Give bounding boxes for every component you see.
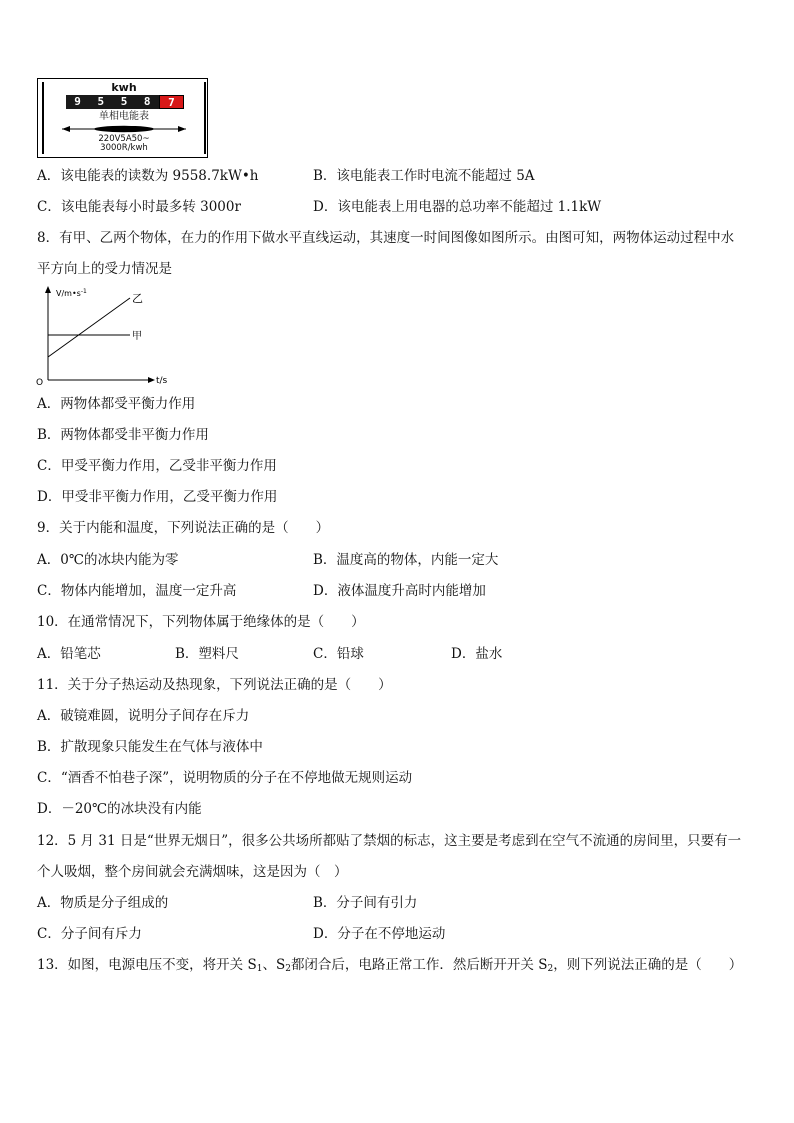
q13-sub2: 2 xyxy=(285,964,291,974)
q11-stem: 11．关于分子热运动及热现象，下列说法正确的是（ ） xyxy=(37,677,392,693)
q7-option-b: B．该电能表工作时电流不能超过 5A xyxy=(313,168,535,184)
q13-stem-part1: 13．如图，电源电压不变，将开关 S xyxy=(37,957,257,973)
q13-stem-part2: 、S xyxy=(262,957,286,973)
meter-rating xyxy=(44,135,204,153)
q9-stem: 9．关于内能和温度，下列说法正确的是（ ） xyxy=(37,520,330,536)
meter-name: 单相电能表 xyxy=(99,111,149,122)
meter-rating-line1: 220V5A50~ xyxy=(98,134,150,144)
q10-stem: 10．在通常情况下，下列物体属于绝缘体的是（ ） xyxy=(37,614,365,630)
q8-option-a: A．两物体都受平衡力作用 xyxy=(37,396,196,412)
q8-option-c: C．甲受平衡力作用，乙受非平衡力作用 xyxy=(37,458,277,474)
meter-digits xyxy=(66,95,184,109)
q10-option-c: C．铅球 xyxy=(313,646,364,662)
meter-digit: 5 xyxy=(112,95,135,109)
meter-disc-icon xyxy=(62,124,186,134)
q8-option-d: D．甲受非平衡力作用，乙受平衡力作用 xyxy=(37,489,278,505)
graph-xlabel: t/s xyxy=(156,376,168,386)
q12-option-c: C．分子间有斥力 xyxy=(37,926,142,942)
meter-decimal-digit: 7 xyxy=(159,95,184,109)
q9-option-a: A．0℃的冰块内能为零 xyxy=(37,552,179,568)
q9-option-b: B．温度高的物体，内能一定大 xyxy=(313,552,499,568)
meter-digit: 8 xyxy=(136,95,159,109)
q9-option-c: C．物体内能增加，温度一定升高 xyxy=(37,583,237,599)
meter-face xyxy=(42,82,206,154)
q11-option-d: D．－20℃的冰块没有内能 xyxy=(37,801,202,817)
q7-option-c: C．该电能表每小时最多转 3000r xyxy=(37,199,241,215)
q8-velocity-time-graph xyxy=(34,285,174,387)
q10-option-a: A．铅笔芯 xyxy=(37,646,101,662)
q13-stem xyxy=(37,956,742,978)
x-axis-arrow-icon xyxy=(148,377,155,383)
graph-label-yi: 乙 xyxy=(132,292,143,305)
q10-option-b: B．塑料尺 xyxy=(175,646,239,662)
q13-sub3: 2 xyxy=(547,964,554,974)
graph-ylabel: $V/m•s^{-1}$ xyxy=(56,288,87,298)
graph-origin: O xyxy=(36,378,44,387)
graph-label-jia: 甲 xyxy=(132,331,142,342)
q11-option-a: A．破镜难圆，说明分子间存在斥力 xyxy=(37,708,250,724)
q8-stem-line2: 平方向上的受力情况是 xyxy=(37,261,172,277)
q12-option-b: B．分子间有引力 xyxy=(313,895,418,911)
q13-stem-part3: 都闭合后，电路正常工作．然后断开开关 S xyxy=(290,957,548,973)
q13-sub1: 1 xyxy=(256,964,263,974)
q12-stem-line2: 个人吸烟，整个房间就会充满烟味，这是因为（ ） xyxy=(37,864,348,880)
q13-stem-part4: ，则下列说法正确的是（ ） xyxy=(553,957,743,973)
meter-digit: 9 xyxy=(66,95,89,109)
q12-option-a: A．物质是分子组成的 xyxy=(37,895,169,911)
q11-option-b: B．扩散现象只能发生在气体与液体中 xyxy=(37,739,263,755)
q7-option-a: A．该电能表的读数为 9558.7kW•h xyxy=(37,168,259,184)
q8-stem-line1: 8．有甲、乙两个物体，在力的作用下做水平直线运动，其速度一时间图像如图所示。由图可知，两物体运动过程中水 xyxy=(37,230,735,246)
meter-unit: kwh xyxy=(111,81,137,94)
meter-digit: 5 xyxy=(89,95,112,109)
q9-option-d: D．液体温度升高时内能增加 xyxy=(313,583,486,599)
q12-option-d: D．分子在不停地运动 xyxy=(313,926,446,942)
y-axis-arrow-icon xyxy=(45,286,51,293)
q7-option-d: D．该电能表上用电器的总功率不能超过 1.1kW xyxy=(313,199,602,215)
electric-meter-figure xyxy=(37,78,208,158)
meter-rating-line2: 3000R/kwh xyxy=(100,143,148,153)
q11-option-c: C．“酒香不怕巷子深”，说明物质的分子在不停地做无规则运动 xyxy=(37,770,413,786)
q12-stem-line1: 12．5 月 31 日是“世界无烟日”，很多公共场所都贴了禁烟的标志，这主要是考虑到在空气不流通的房间里，只要有一 xyxy=(37,833,742,849)
q10-option-d: D．盐水 xyxy=(451,646,503,662)
line-yi xyxy=(48,298,130,357)
q8-option-b: B．两物体都受非平衡力作用 xyxy=(37,427,209,443)
